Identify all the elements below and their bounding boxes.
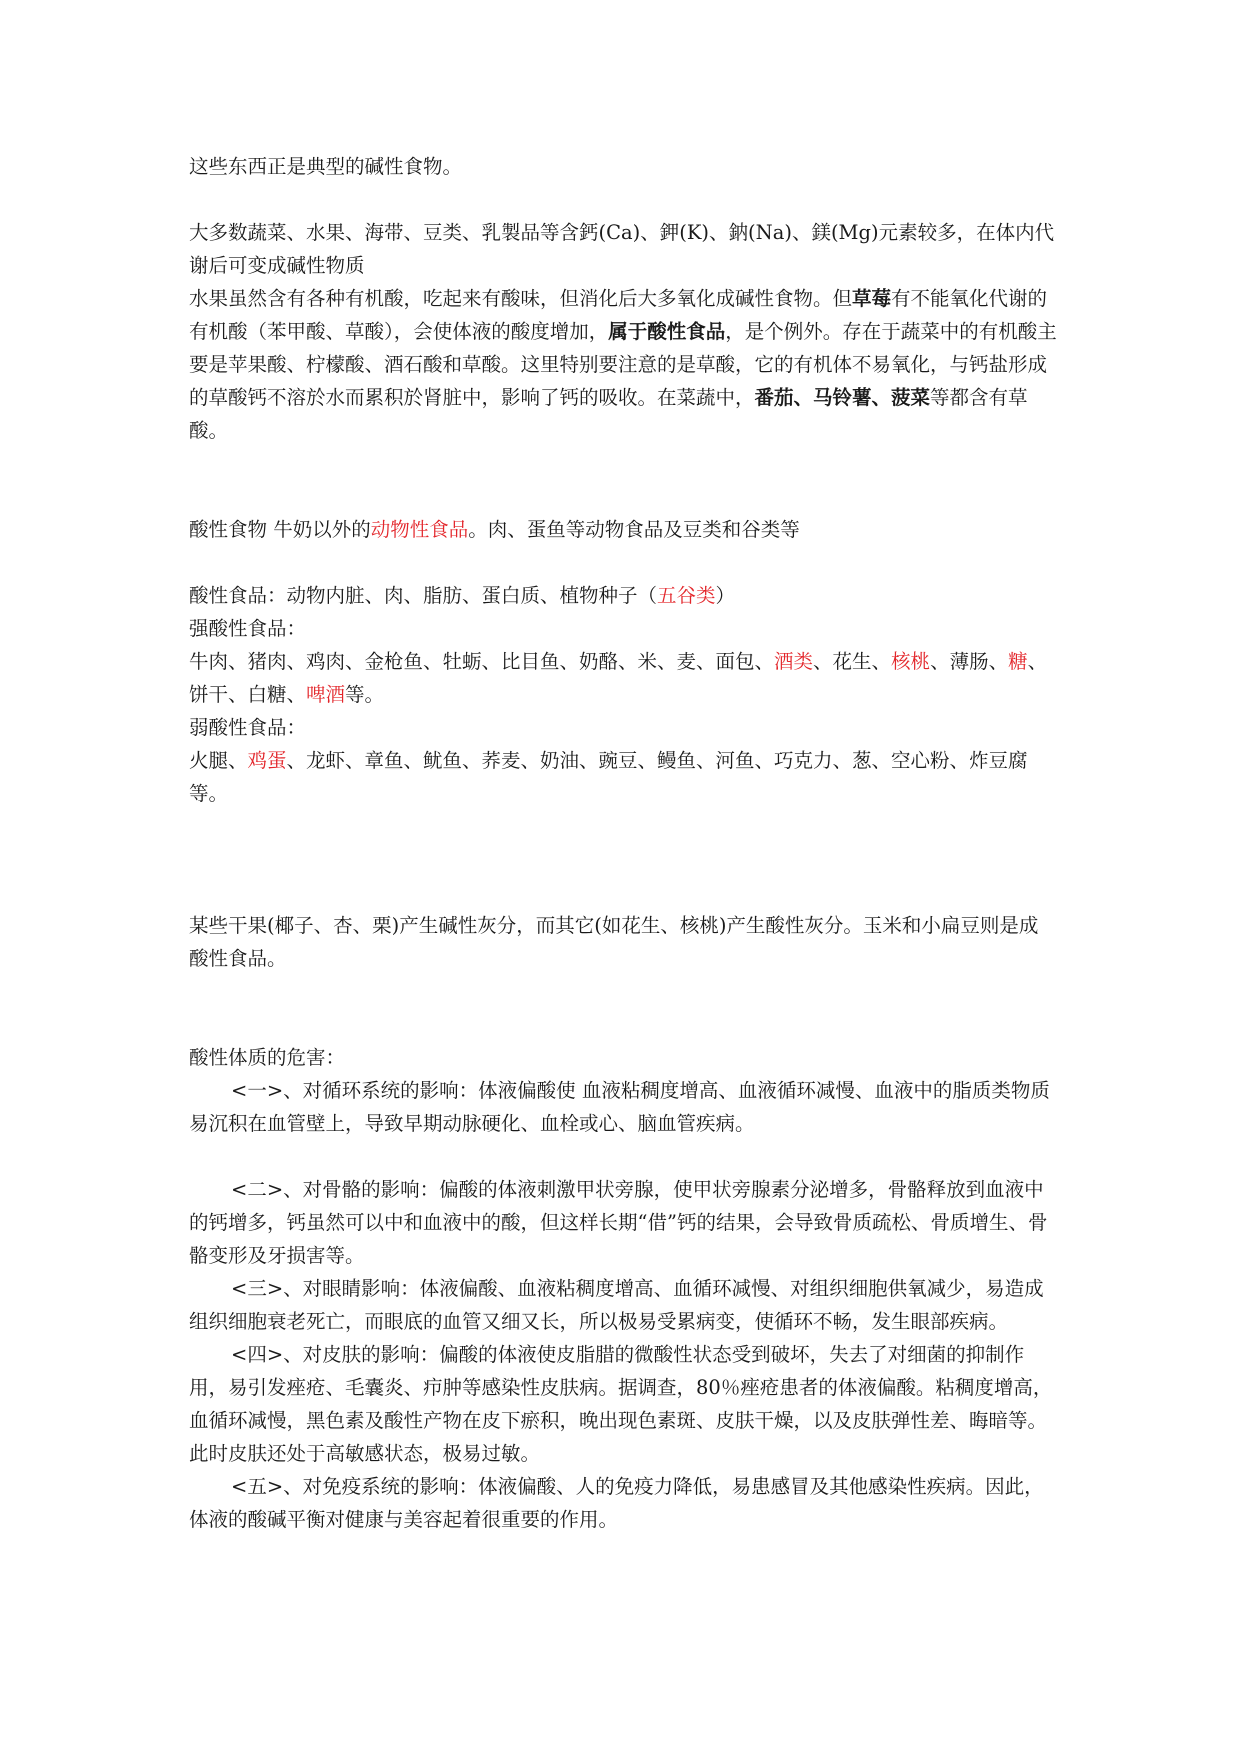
paragraph-dried-fruits: 某些干果(椰子、杏、栗)产生碱性灰分，而其它(如花生、核桃)产生酸性灰分。玉米和小扁豆则是成酸性食品。	[189, 914, 1039, 970]
text-run: 。肉、蛋鱼等动物食品及豆类和谷类等	[468, 518, 800, 541]
paragraph-harm-bones: <二>、对骨骼的影响：偏酸的体液刺激甲状旁腺，使甲状旁腺素分泌增多，骨骼释放到血液中的钙增多，钙虽然可以中和血液中的酸，但这样长期“借”钙的结果，会导致骨质疏松、骨质增生、骨骼变形及牙损害等。	[189, 1178, 1048, 1267]
text-run: 、龙虾、章鱼、鱿鱼、荞麦、奶油、豌豆、鳗鱼、河鱼、巧克力、葱、空心粉、炸豆腐等。	[189, 749, 1028, 805]
acidic-food-bold: 属于酸性食品	[608, 320, 726, 343]
animal-food-highlight: 动物性食品	[370, 518, 469, 541]
text-run: 有不能氧化代谢的有机酸（苯甲酸、草酸），会使体液的酸度增加，	[189, 287, 1048, 343]
beer-highlight: 啤酒	[306, 683, 346, 706]
paragraph-alkaline-intro: 这些东西正是典型的碱性食物。	[189, 155, 463, 178]
walnut-highlight: 核桃	[891, 650, 931, 673]
text-run: 酸性食物 牛奶以外的	[189, 518, 371, 541]
text-run: 、花生、	[813, 650, 892, 673]
text-run: ，是个例外。存在于蔬菜中的有机酸主要是苹果酸、柠檬酸、酒石酸和草酸。这里特别要注意的是草酸，它的有机体不易氧化，与钙盐形成的草酸钙不溶於水而累积於肾脏中，影响了钙的吸收。在菜蔬中，	[189, 320, 1057, 409]
text-run: 等都含有草酸。	[189, 386, 1028, 442]
sugar-highlight: 糖	[1008, 650, 1028, 673]
paragraph-strong-acidic-list	[189, 645, 1057, 711]
document-body	[189, 150, 1057, 1536]
text-run: 、薄肠、	[930, 650, 1009, 673]
egg-highlight: 鸡蛋	[247, 749, 287, 772]
paragraph-acidic-foods	[189, 513, 1057, 546]
paragraph-harm-eyes: <三>、对眼睛影响：体液偏酸、血液粘稠度增高、血循环减慢、对组织细胞供氧减少，易造成组织细胞衰老死亡，而眼底的血管又细又长，所以极易受累病变，使循环不畅，发生眼部疾病。	[189, 1277, 1044, 1333]
heading-weak-acidic: 弱酸性食品：	[189, 716, 307, 739]
text-run: 等。	[345, 683, 385, 706]
heading-acidic-body-harm: 酸性体质的危害：	[189, 1046, 346, 1069]
text-run: 、饼干、白糖、	[189, 650, 1048, 706]
text-run: 水果虽然含有各种有机酸，吃起来有酸味，但消化后大多氧化成碱性食物。但	[189, 287, 853, 310]
strawberry-bold: 草莓	[852, 287, 892, 310]
liquor-highlight: 酒类	[774, 650, 814, 673]
grains-highlight: 五谷类	[657, 584, 716, 607]
paragraph-acidic-food-list	[189, 579, 1057, 612]
heading-strong-acidic: 强酸性食品：	[189, 617, 307, 640]
paragraph-harm-circulatory: <一>、对循环系统的影响：体液偏酸使 血液粘稠度增高、血液循环减慢、血液中的脂质类物质易沉积在血管壁上，导致早期动脉硬化、血栓或心、脑血管疾病。	[189, 1079, 1050, 1135]
text-run: 火腿、	[189, 749, 248, 772]
text-run: ）	[715, 584, 736, 607]
text-run: 牛肉、猪肉、鸡肉、金枪鱼、牡蛎、比目鱼、奶酪、米、麦、面包、	[189, 650, 775, 673]
paragraph-alkaline-minerals: 大多数蔬菜、水果、海带、豆类、乳製品等含鈣(Ca)、鉀(K)、鈉(Na)、鎂(Mg)元素较多，在体内代谢后可变成碱性物质	[189, 221, 1055, 277]
paragraph-harm-skin: <四>、对皮肤的影响：偏酸的体液使皮脂腊的微酸性状态受到破坏，失去了对细菌的抑制作用，易引发痤疮、毛囊炎、疖肿等感染性皮肤病。据调查，80％痤疮患者的体液偏酸。粘稠度增高，血循环减慢，黑色素及酸性产物在皮下瘀积，晚出现色素斑、皮肤干燥，以及皮肤弹性差、晦暗等。此时皮肤还处于高敏感状态，极易过敏。	[189, 1343, 1053, 1465]
paragraph-weak-acidic-list	[189, 744, 1057, 810]
paragraph-harm-immune: <五>、对免疫系统的影响：体液偏酸、人的免疫力降低，易患感冒及其他感染性疾病。因此，体液的酸碱平衡对健康与美容起着很重要的作用。	[189, 1475, 1044, 1531]
text-run: 酸性食品：动物内脏、肉、脂肪、蛋白质、植物种子（	[189, 584, 658, 607]
paragraph-fruit-acids	[189, 282, 1057, 447]
oxalic-vegetables-bold: 番茄、马铃薯、菠菜	[754, 386, 931, 409]
